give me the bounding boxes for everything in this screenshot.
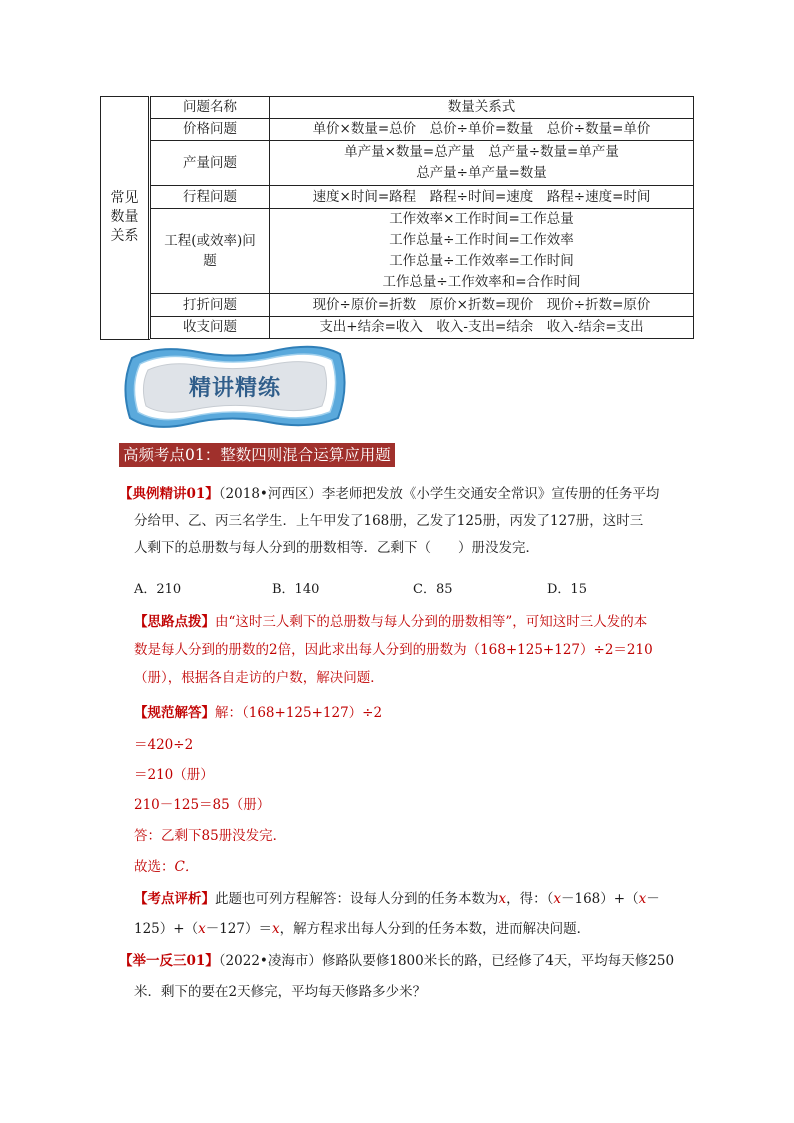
example-line-1: 【典例精讲01】（2018•河西区）李老师把发放《小学生交通安全常识》宣传册的任务平均 [119,486,660,502]
table-row: 产量问题 单产量×数量=总产量 总产量÷数量=单产量 总产量÷单产量=数量 [101,141,694,186]
choice-a: A．210 [134,582,182,597]
analysis-line-1: 【考点评析】此题也可列方程解答：设每人分到的任务本数为x，得：（x－168）+（x－ [134,891,660,907]
solution-line-4: 210－125＝85（册） [134,797,271,813]
hint-line-2: 数是每人分到的册数的2倍，因此求出每人分到的册数为（168+125+127）÷2＝210 [134,642,653,658]
solution-choice: 故选：C． [134,859,199,875]
quantity-relation-table [100,96,694,340]
table-row: 收支问题 支出+结余=收入 收入-支出=结余 收入-结余=支出 [101,317,694,339]
solution-line-2: ＝420÷2 [134,737,194,753]
example-line-2: 分给甲、乙、丙三名学生．上午甲发了168册，乙发了125册，丙发了127册，这时三 [134,513,644,529]
hint-tag: 【思路点拨】 [134,614,215,630]
table-row: 打折问题 现价÷原价=折数 原价×折数=现价 现价÷折数=原价 [101,294,694,317]
example-line-3: 人剩下的总册数与每人分到的册数相等．乙剩下（ ）册没发完． [134,540,539,556]
choice-d: D．15 [547,582,587,597]
section-title: 精讲精练 [188,375,281,401]
practice-line-1: 【举一反三01】（2022•凌海市）修路队要修1800米长的路，已经修了4天，平均每天修250 [119,953,675,969]
table-row: 价格问题 单价×数量=总价 总价÷单价=数量 总价÷数量=单价 [101,119,694,141]
practice-tag: 【举一反三01】 [119,953,219,969]
table-row: 行程问题 速度×时间=路程 路程÷时间=速度 路程÷速度=时间 [101,186,694,209]
solution-line-1: 【规范解答】解：（168+125+127）÷2 [134,705,383,721]
table-side-label: 常见 数量 关系 [101,97,150,340]
solution-line-3: ＝210（册） [134,767,214,783]
choice-b: B．140 [272,582,320,597]
solution-answer: 答：乙剩下85册没发完． [134,828,287,844]
table-row: 工程(或效率)问 题 工作效率×工作时间=工作总量 工作总量÷工作时间=工作效率 工作总量÷工作效率=工作时间 工作总量÷工作效率和=合作时间 [101,209,694,294]
header-name: 问题名称 [150,97,270,119]
header-relation: 数量关系式 [270,97,694,119]
example-tag: 【典例精讲01】 [119,486,219,502]
analysis-line-2: 125）+（x－127）＝x，解方程求出每人分到的任务本数，进而解决问题． [134,921,591,937]
practice-line-2: 米．剩下的要在2天修完，平均每天修路多少米？ [134,984,427,1000]
analysis-tag: 【考点评析】 [134,891,215,907]
section-banner [118,340,352,432]
choice-c: C．85 [413,582,453,597]
hint-line-1: 【思路点拨】由“这时三人剩下的总册数与每人分到的册数相等”，可知这时三人发的本 [134,614,648,630]
topic-heading: 高频考点01：整数四则混合运算应用题 [119,443,395,467]
solution-tag: 【规范解答】 [134,705,215,721]
hint-line-3: （册），根据各自走访的户数，解决问题． [134,670,384,686]
